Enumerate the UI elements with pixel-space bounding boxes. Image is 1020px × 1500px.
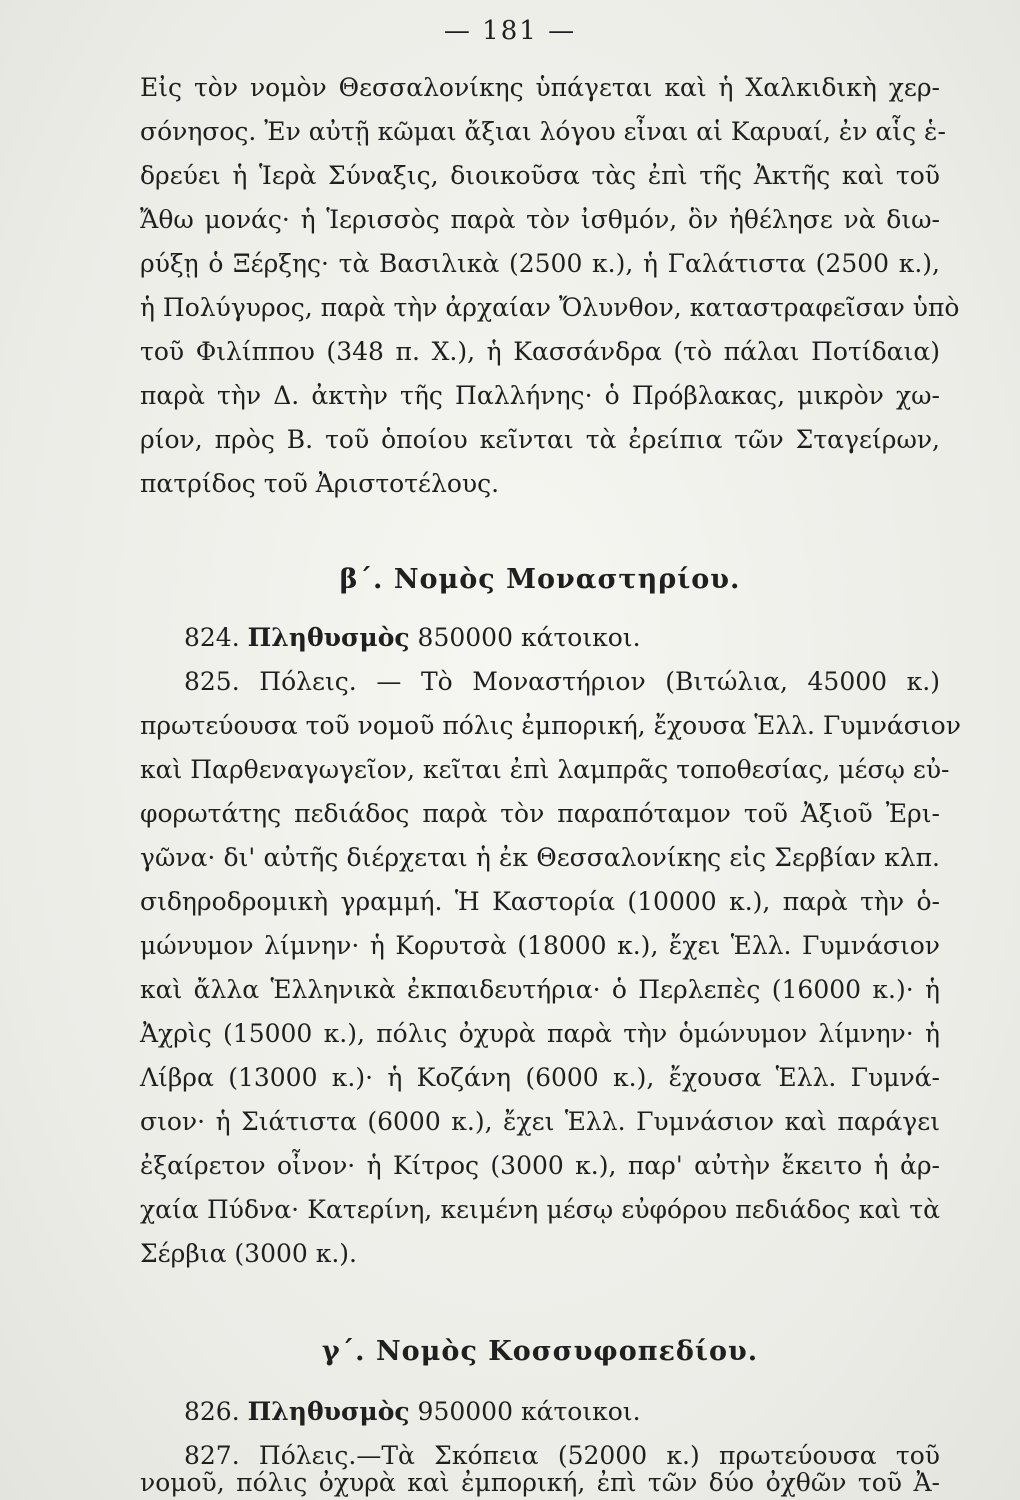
section-heading-kosovo: γ΄. Νομὸς Κοσσυφοπεδίου.	[321, 1336, 759, 1367]
paragraph-number: 826.	[184, 1397, 240, 1426]
text-line: Εἰς τὸν νομὸν Θεσσαλονίκης ὑπάγεται καὶ ἡ Χαλκιδικὴ χερ-	[140, 73, 940, 102]
text-line: παρὰ τὴν Δ. ἀκτὴν τῆς Παλλήνης· ὁ Πρόβλακας, μικρὸν χω-	[140, 381, 940, 410]
text-line: χαία Πύδνα· Κατερίνη, κειμένη μέσῳ εὐφόρου πεδιάδος καὶ τὰ	[140, 1195, 940, 1224]
text-line: καὶ Παρθεναγωγεῖον, κεῖται ἐπὶ λαμπρᾶς τοποθεσίας, μέσῳ εὐ-	[140, 755, 950, 784]
text-line: πρωτεύουσα τοῦ νομοῦ πόλις ἐμπορική, ἔχουσα Ἑλλ. Γυμνάσιον	[140, 711, 961, 740]
text-line: πατρίδος τοῦ Ἀριστοτέλους.	[140, 469, 500, 498]
population-unit: κάτοικοι.	[520, 623, 641, 652]
text-line: νομοῦ, πόλις ὀχυρὰ καὶ ἐμπορική, ἐπὶ τῶν δύο ὀχθῶν τοῦ Ἀ-	[140, 1468, 940, 1497]
text-line: δρεύει ἡ Ἱερὰ Σύναξις, διοικοῦσα τὰς ἐπὶ τῆς Ἀκτῆς καὶ τοῦ	[140, 161, 940, 190]
text-line: Ἀχρὶς (15000 κ.), πόλις ὀχυρὰ παρὰ τὴν ὁμώνυμον λίμνην· ἡ	[140, 1019, 940, 1048]
page-number: — 181 —	[443, 16, 577, 46]
section-heading-monastiri: β΄. Νομὸς Μοναστηρίου.	[339, 564, 741, 595]
text-line: τοῦ Φιλίππου (348 π. Χ.), ἡ Κασσάνδρα (τὸ πάλαι Ποτίδαια)	[140, 337, 940, 366]
text-line: μώνυμον λίμνην· ἡ Κορυτσὰ (18000 κ.), ἔχει Ἑλλ. Γυμνάσιον	[140, 931, 940, 960]
text-line: ἡ Πολύγυρος, παρὰ τὴν ἀρχαίαν Ὄλυνθον, καταστραφεῖσαν ὑπὸ	[140, 293, 960, 322]
population-value: 850000	[417, 623, 513, 652]
text-line: 827. Πόλεις.—Τὰ Σκόπεια (52000 κ.) πρωτεύουσα τοῦ	[184, 1441, 940, 1470]
text-line: σιδηροδρομικὴ γραμμή. Ἡ Καστορία (10000 κ.), παρὰ τὴν ὁ-	[140, 887, 940, 916]
population-label: Πληθυσμὸς	[247, 1397, 410, 1426]
paragraph-826	[140, 1390, 940, 1434]
population-unit: κάτοικοι.	[520, 1397, 641, 1426]
text-line: Λίβρα (13000 κ.)· ἡ Κοζάνη (6000 κ.), ἔχουσα Ἑλλ. Γυμνά-	[140, 1063, 940, 1092]
text-line: Σέρβια (3000 κ.).	[140, 1239, 358, 1268]
text-line: ρύξῃ ὁ Ξέρξης· τὰ Βασιλικὰ (2500 κ.), ἡ Γαλάτιστα (2500 κ.),	[140, 249, 940, 278]
population-value: 950000	[417, 1397, 513, 1426]
text-line: ἐξαίρετον οἶνον· ἡ Κίτρος (3000 κ.), παρ' αὐτὴν ἔκειτο ἡ ἀρ-	[140, 1151, 940, 1180]
population-label: Πληθυσμὸς	[247, 623, 410, 652]
text-line: γῶνα· δι' αὐτῆς διέρχεται ἡ ἐκ Θεσσαλονίκης εἰς Σερβίαν κλπ.	[140, 843, 940, 872]
text-line: ρίον, πρὸς Β. τοῦ ὁποίου κεῖνται τὰ ἐρείπια τῶν Σταγείρων,	[140, 425, 940, 454]
text-line: σιον· ἡ Σιάτιστα (6000 κ.), ἔχει Ἑλλ. Γυμνάσιον καὶ παράγει	[140, 1107, 940, 1136]
text-line: 825. Πόλεις. — Τὸ Μοναστήριον (Βιτώλια, 45000 κ.)	[184, 667, 940, 696]
text-line: σόνησος. Ἐν αὐτῇ κῶμαι ἄξιαι λόγου εἶναι αἱ Καρυαί, ἐν αἷς ἑ-	[140, 117, 946, 146]
text-line: Ἄθω μονάς· ἡ Ἱερισσὸς παρὰ τὸν ἰσθμόν, ὃν ἠθέλησε νὰ διω-	[140, 205, 940, 234]
paragraph-number: 824.	[184, 623, 240, 652]
text-line: φορωτάτης πεδιάδος παρὰ τὸν παραπόταμον τοῦ Ἀξιοῦ Ἐρι-	[140, 799, 940, 828]
text-line: καὶ ἄλλα Ἑλληνικὰ ἐκπαιδευτήρια· ὁ Περλεπὲς (16000 κ.)· ἡ	[140, 975, 940, 1004]
paragraph-824	[140, 616, 940, 660]
